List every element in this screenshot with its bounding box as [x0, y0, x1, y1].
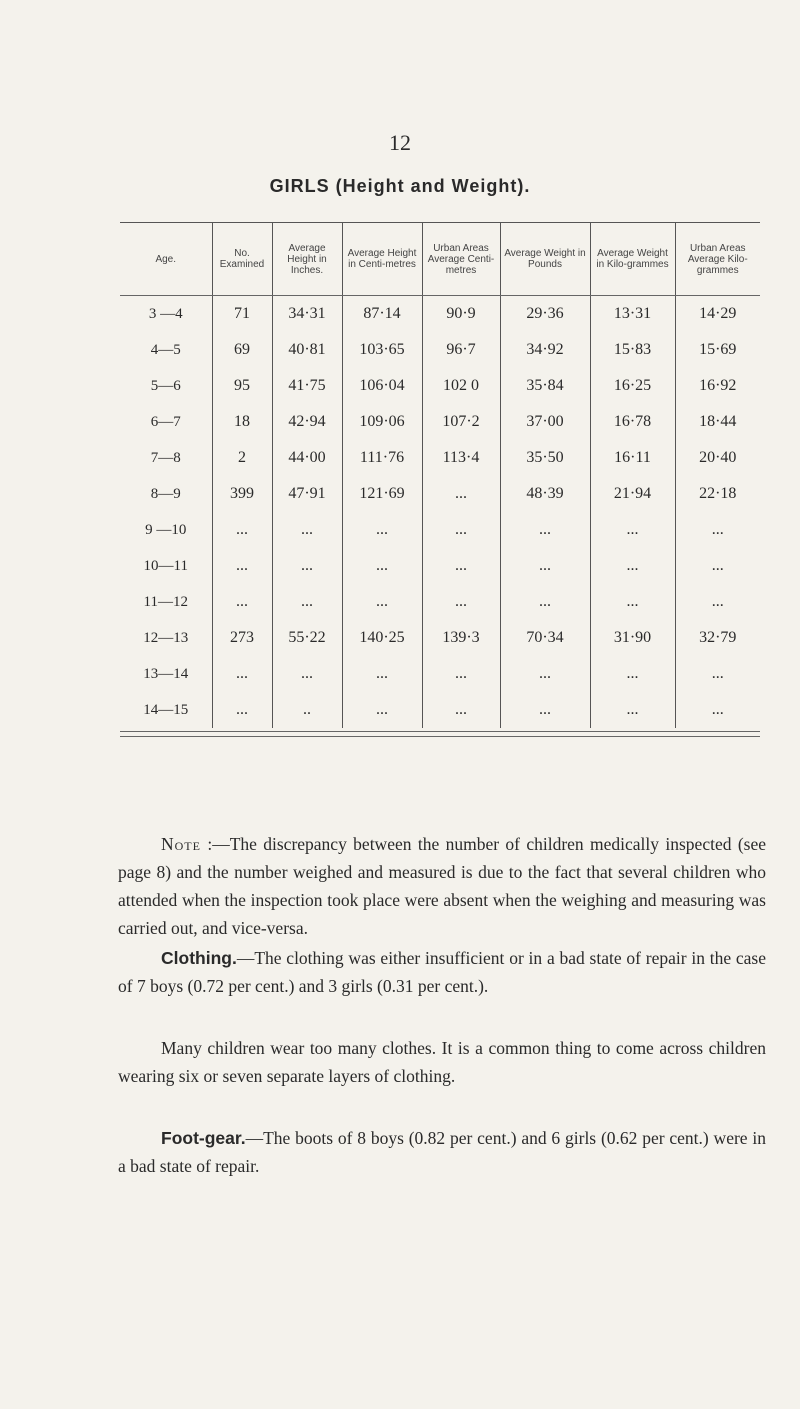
- value-cell: 16·11: [590, 440, 675, 476]
- clothing-text: —The clothing was either insufficient or in a bad state of repair in the case of 7 boys (0.72 per cent.) and 3 girls (0.31 per cent.).: [118, 948, 766, 996]
- value-cell: 48·39: [500, 476, 590, 512]
- value-cell: 16·92: [675, 368, 760, 404]
- height-weight-table-container: [120, 222, 760, 737]
- value-cell: 44·00: [272, 440, 342, 476]
- table-body: [120, 296, 760, 729]
- value-cell: ...: [212, 512, 272, 548]
- value-cell: 96·7: [422, 332, 500, 368]
- column-header: Average Height in Inches.: [272, 223, 342, 296]
- table-row: [120, 512, 760, 548]
- value-cell: 121·69: [342, 476, 422, 512]
- note-text: :—The discrepancy between the number of children medically inspected (see page 8) and the number weighed and measured is due to the fact that several children who attended when the inspection took place were absent when the weighing and measuring was carried out, and vice-versa.: [118, 834, 766, 938]
- height-weight-table: [120, 223, 760, 728]
- age-cell: 3 —4: [148, 305, 183, 322]
- age-cell: 8—9: [150, 485, 181, 502]
- table-row: [120, 476, 760, 512]
- value-cell: ...: [590, 512, 675, 548]
- value-cell: 40·81: [272, 332, 342, 368]
- value-cell: 103·65: [342, 332, 422, 368]
- value-cell: 140·25: [342, 620, 422, 656]
- value-cell: 107·2: [422, 404, 500, 440]
- value-cell: 87·14: [342, 296, 422, 333]
- value-cell: 139·3: [422, 620, 500, 656]
- value-cell: 106·04: [342, 368, 422, 404]
- value-cell: 31·90: [590, 620, 675, 656]
- column-header: Urban Areas Average Centi-metres: [422, 223, 500, 296]
- value-cell: 47·91: [272, 476, 342, 512]
- value-cell: 2: [212, 440, 272, 476]
- value-cell: ...: [272, 584, 342, 620]
- column-header: Average Height in Centi-metres: [342, 223, 422, 296]
- value-cell: 69: [212, 332, 272, 368]
- many-clothes-paragraph: Many children wear too many clothes. It is a common thing to come across children wearing six or seven separate layers of clothing.: [118, 1038, 766, 1086]
- value-cell: ...: [590, 692, 675, 728]
- value-cell: ..: [272, 692, 342, 728]
- value-cell: ...: [675, 692, 760, 728]
- value-cell: ...: [342, 584, 422, 620]
- footgear-text: —The boots of 8 boys (0.82 per cent.) and 6 girls (0.62 per cent.) were in a bad state of repair.: [118, 1128, 766, 1176]
- table-heading: GIRLS (Height and Weight).: [269, 176, 531, 196]
- value-cell: 95: [212, 368, 272, 404]
- value-cell: 109·06: [342, 404, 422, 440]
- table-row: [120, 368, 760, 404]
- value-cell: 13·31: [590, 296, 675, 333]
- age-cell: 4—5: [150, 341, 181, 358]
- value-cell: ...: [212, 584, 272, 620]
- value-cell: 16·25: [590, 368, 675, 404]
- value-cell: ...: [500, 548, 590, 584]
- table-bottom-rule-2: [120, 736, 760, 737]
- value-cell: 113·4: [422, 440, 500, 476]
- column-header: Average Weight in Kilo-grammes: [590, 223, 675, 296]
- table-row: [120, 692, 760, 728]
- value-cell: ...: [675, 512, 760, 548]
- value-cell: 16·78: [590, 404, 675, 440]
- value-cell: ...: [342, 656, 422, 692]
- value-cell: ...: [212, 656, 272, 692]
- footgear-heading: Foot-gear.: [161, 1128, 246, 1148]
- value-cell: 15·83: [590, 332, 675, 368]
- value-cell: 21·94: [590, 476, 675, 512]
- value-cell: 22·18: [675, 476, 760, 512]
- value-cell: 111·76: [342, 440, 422, 476]
- table-header-row: [120, 223, 760, 296]
- table-row: [120, 332, 760, 368]
- age-cell: 10—11: [143, 557, 188, 574]
- age-cell: 13—14: [143, 665, 189, 682]
- value-cell: ...: [342, 512, 422, 548]
- value-cell: 34·92: [500, 332, 590, 368]
- value-cell: ...: [500, 512, 590, 548]
- value-cell: ...: [272, 656, 342, 692]
- age-cell: 14—15: [143, 701, 189, 718]
- value-cell: ...: [272, 548, 342, 584]
- value-cell: ...: [590, 548, 675, 584]
- value-cell: ...: [342, 692, 422, 728]
- value-cell: 41·75: [272, 368, 342, 404]
- value-cell: ...: [590, 656, 675, 692]
- value-cell: 35·50: [500, 440, 590, 476]
- value-cell: ...: [590, 584, 675, 620]
- column-header: Average Weight in Pounds: [500, 223, 590, 296]
- value-cell: ...: [342, 548, 422, 584]
- value-cell: ...: [422, 548, 500, 584]
- value-cell: ...: [272, 512, 342, 548]
- value-cell: ...: [212, 548, 272, 584]
- value-cell: 14·29: [675, 296, 760, 333]
- table-bottom-rule: [120, 731, 760, 732]
- age-cell: 11—12: [143, 593, 188, 610]
- table-row: [120, 296, 760, 333]
- age-cell: 5—6: [150, 377, 181, 394]
- column-header: Urban Areas Average Kilo-grammes: [675, 223, 760, 296]
- value-cell: 34·31: [272, 296, 342, 333]
- value-cell: ...: [422, 476, 500, 512]
- age-cell: 12—13: [143, 629, 189, 646]
- value-cell: 55·22: [272, 620, 342, 656]
- value-cell: 18·44: [675, 404, 760, 440]
- value-cell: ...: [675, 548, 760, 584]
- value-cell: ...: [422, 512, 500, 548]
- age-cell: 9 —10: [145, 521, 187, 538]
- table-row: [120, 584, 760, 620]
- value-cell: 42·94: [272, 404, 342, 440]
- age-cell: 7—8: [150, 449, 181, 466]
- value-cell: ...: [675, 584, 760, 620]
- value-cell: 29·36: [500, 296, 590, 333]
- note-label: Note: [161, 834, 201, 854]
- page-number: 12: [389, 130, 411, 155]
- table-row: [120, 404, 760, 440]
- value-cell: ...: [422, 584, 500, 620]
- value-cell: 71: [212, 296, 272, 333]
- table-row: [120, 620, 760, 656]
- value-cell: ...: [500, 656, 590, 692]
- value-cell: ...: [422, 692, 500, 728]
- value-cell: 37·00: [500, 404, 590, 440]
- footgear-paragraph: [118, 1124, 766, 1180]
- clothing-paragraph: [118, 944, 766, 1000]
- column-header: Age.: [120, 223, 212, 296]
- value-cell: ...: [500, 692, 590, 728]
- value-cell: 70·34: [500, 620, 590, 656]
- value-cell: ...: [675, 656, 760, 692]
- value-cell: 18: [212, 404, 272, 440]
- value-cell: ...: [500, 584, 590, 620]
- value-cell: ...: [422, 656, 500, 692]
- value-cell: 102 0: [422, 368, 500, 404]
- value-cell: 35·84: [500, 368, 590, 404]
- clothing-heading: Clothing.: [161, 948, 237, 968]
- age-cell: 6—7: [150, 413, 181, 430]
- value-cell: 15·69: [675, 332, 760, 368]
- table-row: [120, 548, 760, 584]
- value-cell: 399: [212, 476, 272, 512]
- table-row: [120, 440, 760, 476]
- value-cell: ...: [212, 692, 272, 728]
- value-cell: 20·40: [675, 440, 760, 476]
- value-cell: 273: [212, 620, 272, 656]
- note-paragraph: [118, 830, 766, 942]
- table-row: [120, 656, 760, 692]
- column-header: No. Examined: [212, 223, 272, 296]
- value-cell: 32·79: [675, 620, 760, 656]
- value-cell: 90·9: [422, 296, 500, 333]
